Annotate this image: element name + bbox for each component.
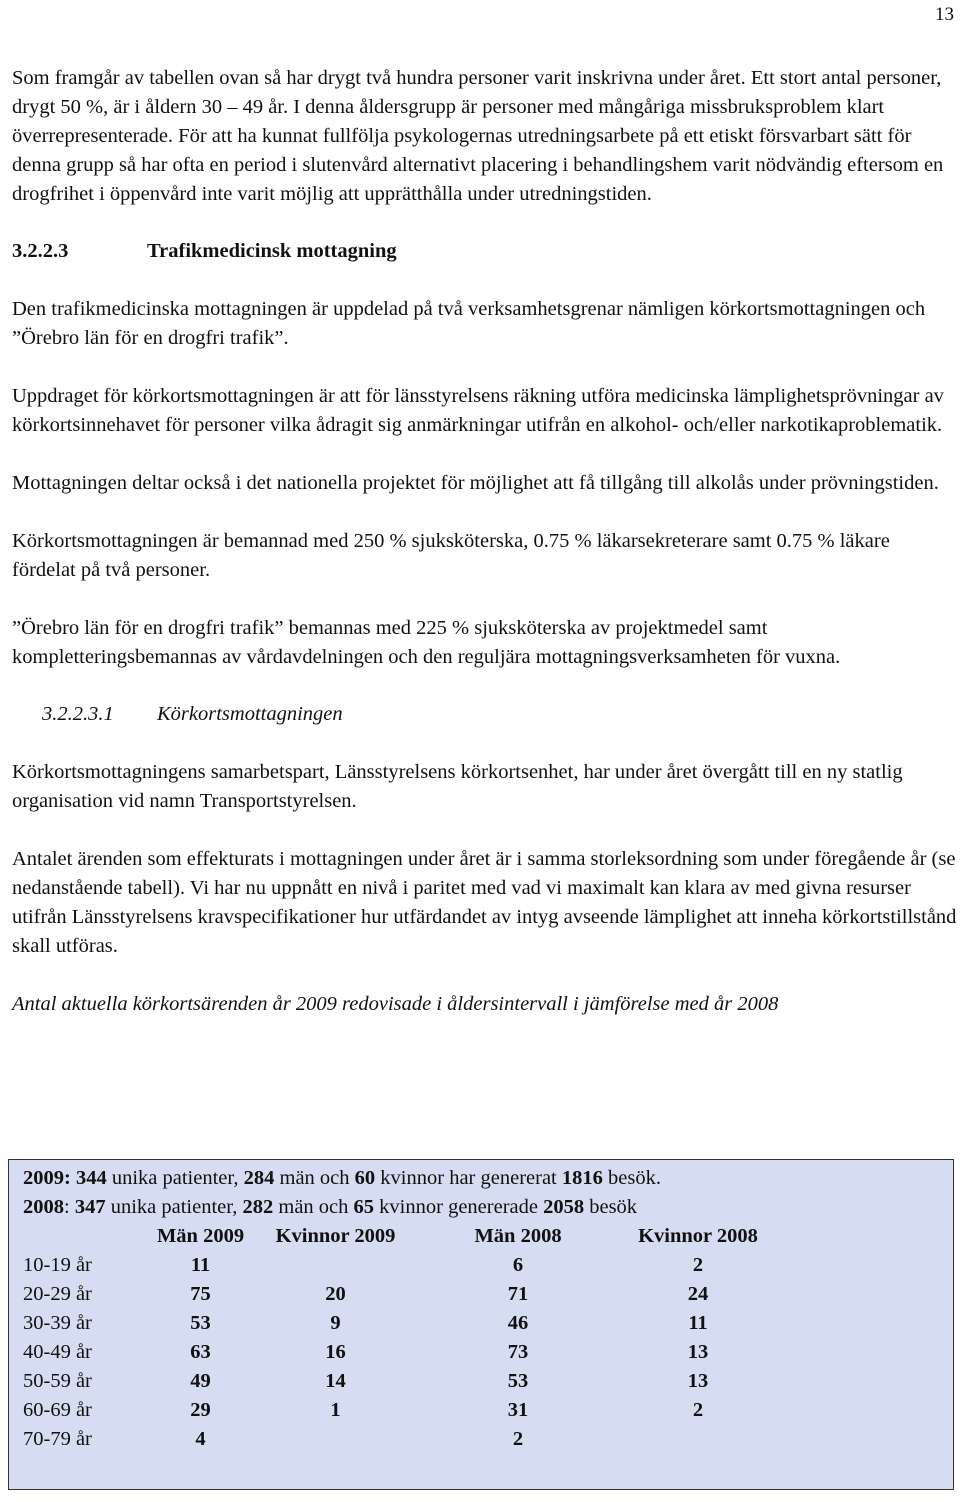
man-2009-cell: 49 bbox=[190, 1370, 211, 1392]
age-cell: 40-49 år bbox=[23, 1341, 92, 1363]
man-2008-cell: 31 bbox=[507, 1399, 529, 1421]
header-man-2009: Män 2009 bbox=[156, 1225, 245, 1247]
kvinnor-2009-cell: 14 bbox=[325, 1370, 346, 1392]
table-row bbox=[23, 1309, 778, 1338]
age-cell: 30-39 år bbox=[23, 1312, 92, 1334]
paragraph-uppdraget: Uppdraget för körkortsmottagningen är att för länsstyrelsens räkning utföra medicinska lämplighetsprövningar av körkortsinnehavet för personer vilka ådragit sig anmärkningar utifrån en alkohol- och/eller narkotikaproblematik. bbox=[12, 385, 944, 436]
summary-2008: 2008: 347 unika patienter, 282 män och 65 kvinnor genererade 2058 besök bbox=[23, 1196, 638, 1218]
table-caption: Antal aktuella körkortsärenden år 2009 redovisade i åldersintervall i jämförelse med år 2008 bbox=[12, 993, 779, 1015]
table-row bbox=[23, 1367, 778, 1396]
man-2009-cell: 11 bbox=[190, 1254, 211, 1276]
age-cell: 20-29 år bbox=[23, 1283, 92, 1305]
kvinnor-2009-cell: 20 bbox=[325, 1283, 346, 1305]
paragraph-trafikmedicin-intro: Den trafikmedicinska mottagningen är uppdelad på två verksamhetsgrenar nämligen körkortsmottagningen och ”Örebro län för en drogfri trafik”. bbox=[12, 298, 926, 349]
document-body bbox=[12, 64, 957, 1019]
header-kvinnor-2008: Kvinnor 2008 bbox=[638, 1225, 758, 1247]
man-2009-cell: 75 bbox=[190, 1283, 211, 1305]
table-row bbox=[23, 1280, 778, 1309]
age-table bbox=[23, 1222, 778, 1454]
paragraph-drogfri-trafik: ”Örebro län för en drogfri trafik” bemannas med 225 % sjuksköterska av projektmedel samt kompletteringsbemannas av vårdavdelningen och den reguljära mottagningsverksamheten för vuxna. bbox=[12, 617, 841, 668]
man-2009-cell: 29 bbox=[190, 1399, 211, 1421]
section-heading bbox=[12, 237, 957, 266]
section-title: Trafikmedicinsk mottagning bbox=[147, 240, 397, 262]
table-header-row bbox=[23, 1222, 778, 1251]
kvinnor-2008-cell: 24 bbox=[687, 1283, 709, 1305]
statistics-box bbox=[8, 1159, 954, 1490]
subsection-heading bbox=[12, 700, 957, 729]
age-cell: 50-59 år bbox=[23, 1370, 92, 1392]
man-2008-cell: 73 bbox=[507, 1341, 529, 1363]
subsection-number: 3.2.2.3.1 bbox=[42, 703, 114, 725]
header-man-2008: Män 2008 bbox=[474, 1225, 562, 1247]
age-cell: 60-69 år bbox=[23, 1399, 92, 1421]
page-number: 13 bbox=[935, 4, 954, 25]
paragraph-antalet-arenden: Antalet ärenden som effekturats i mottagningen under året är i samma storleksordning som under föregående år (se nedanstående tabell). Vi har nu uppnått en nivå i paritet med vad vi maximalt kan klara av med givna resurser utifrån Länsstyrelsens kravspecifikationer hur utfärdandet av intyg avseende lämplighet att inneha körkortstillstånd skall utföras. bbox=[12, 848, 957, 957]
paragraph-age-distribution: Som framgår av tabellen ovan så har drygt två hundra personer varit inskrivna under året. Ett stort antal personer, drygt 50 %, är i åldern 30 – 49 år. I denna åldersgrupp är personer med mångåriga missbruksproblem klart överrepresenterade. För att ha kunnat fullfölja psykologernas utredningsarbete på ett etiskt försvarbart sätt för denna grupp så har ofta en period i slutenvård alternativt placering i behandlingshem varit nödvändig eftersom en drogfrihet i öppenvård inte varit möjlig att upprätthålla under utredningstiden. bbox=[12, 67, 944, 205]
kvinnor-2008-cell: 2 bbox=[692, 1254, 704, 1276]
table-row bbox=[23, 1251, 778, 1280]
section-number: 3.2.2.3 bbox=[12, 240, 69, 262]
man-2009-cell: 4 bbox=[195, 1428, 206, 1450]
paragraph-samarbetspart: Körkortsmottagningens samarbetspart, Länsstyrelsens körkortsenhet, har under året övergått till en ny statlig organisation vid namn Transportstyrelsen. bbox=[12, 761, 903, 812]
kvinnor-2009-cell: 16 bbox=[325, 1341, 346, 1363]
age-cell: 10-19 år bbox=[23, 1254, 92, 1276]
header-kvinnor-2009: Kvinnor 2009 bbox=[275, 1225, 396, 1247]
man-2008-cell: 2 bbox=[512, 1428, 524, 1450]
kvinnor-2008-cell: 11 bbox=[688, 1312, 708, 1334]
man-2008-cell: 6 bbox=[512, 1254, 524, 1276]
man-2008-cell: 46 bbox=[507, 1312, 529, 1334]
kvinnor-2009-cell: 1 bbox=[330, 1399, 341, 1421]
summary-2009: 2009: 344 unika patienter, 284 män och 60 kvinnor har genererat 1816 besök. bbox=[23, 1167, 661, 1189]
kvinnor-2008-cell: 13 bbox=[687, 1341, 709, 1363]
paragraph-alkolas: Mottagningen deltar också i det nationella projektet för möjlighet att få tillgång till alkolås under prövningstiden. bbox=[12, 472, 939, 494]
kvinnor-2009-cell: 9 bbox=[330, 1312, 341, 1334]
table-row bbox=[23, 1396, 778, 1425]
kvinnor-2009-cell bbox=[253, 1425, 418, 1454]
age-cell: 70-79 år bbox=[23, 1428, 92, 1450]
man-2008-cell: 53 bbox=[507, 1370, 529, 1392]
table-row bbox=[23, 1338, 778, 1367]
kvinnor-2008-cell bbox=[618, 1425, 778, 1454]
paragraph-bemanning: Körkortsmottagningen är bemannad med 250 % sjuksköterska, 0.75 % läkarsekreterare samt 0.75 % läkare fördelat på två personer. bbox=[12, 530, 890, 581]
kvinnor-2009-cell bbox=[253, 1251, 418, 1280]
table-row bbox=[23, 1425, 778, 1454]
man-2009-cell: 53 bbox=[190, 1312, 211, 1334]
subsection-title: Körkortsmottagningen bbox=[157, 703, 343, 725]
header-age bbox=[23, 1222, 148, 1251]
kvinnor-2008-cell: 2 bbox=[692, 1399, 704, 1421]
man-2008-cell: 71 bbox=[507, 1283, 529, 1305]
kvinnor-2008-cell: 13 bbox=[687, 1370, 709, 1392]
man-2009-cell: 63 bbox=[190, 1341, 211, 1363]
